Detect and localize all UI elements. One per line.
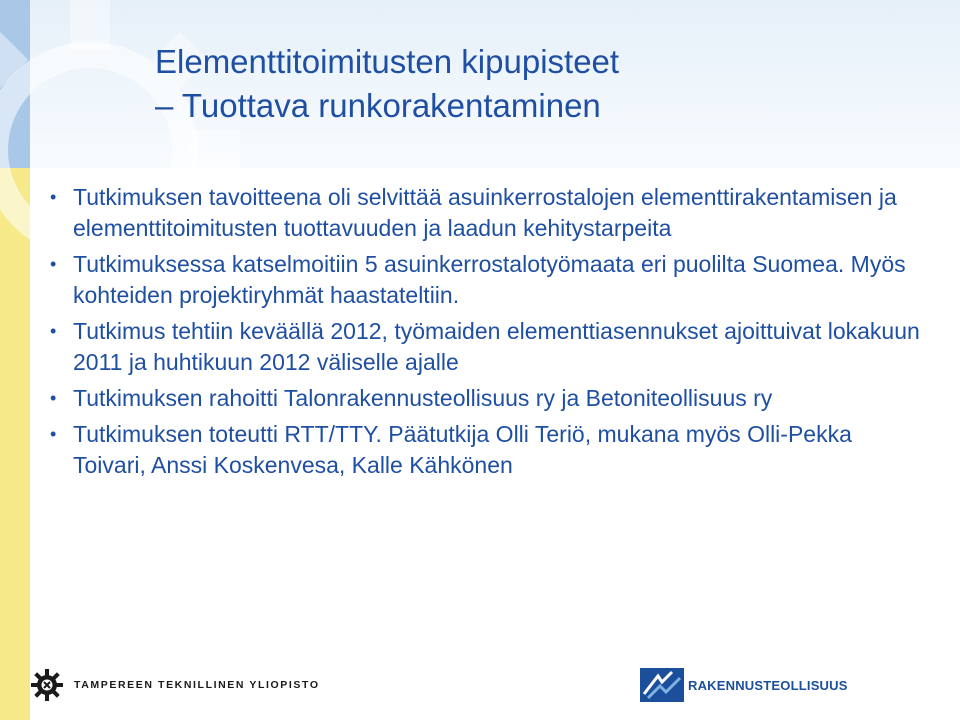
slide-title — [155, 40, 935, 128]
bullet-dot-icon: • — [50, 254, 57, 274]
bullet-dot-icon: • — [50, 424, 57, 444]
title-line-1: Elementtitoimitusten kipupisteet — [155, 43, 620, 80]
rakennusteollisuus-logo — [640, 668, 848, 702]
title-line-2: – Tuottava runkorakentaminen — [155, 87, 601, 124]
tut-logo — [30, 668, 320, 702]
bullet-item — [48, 316, 928, 378]
bullet-text: Tutkimuksen rahoitti Talonrakennusteollisuus ry ja Betoniteollisuus ry — [73, 385, 773, 411]
bullet-item — [48, 419, 928, 481]
bullet-item — [48, 249, 928, 311]
bullet-list — [48, 182, 928, 486]
bullet-text: Tutkimuksessa katselmoitiin 5 asuinkerrostalotyömaata eri puolilta Suomea. Myös kohteiden projektiryhmät haastateltiin. — [73, 251, 906, 308]
bullet-text: Tutkimus tehtiin keväällä 2012, työmaiden elementtiasennukset ajoittuivat lokakuun 2011 ja huhtikuun 2012 väliselle ajalle — [73, 318, 920, 375]
tut-logo-text: TAMPEREEN TEKNILLINEN YLIOPISTO — [74, 679, 320, 691]
bullet-text: Tutkimuksen tavoitteena oli selvittää asuinkerrostalojen elementtirakentamisen ja elementtitoimitusten tuottavuuden ja laadun kehitystarpeita — [73, 184, 897, 241]
bullet-dot-icon: • — [50, 321, 57, 341]
bullet-item — [48, 383, 928, 414]
bullet-item — [48, 182, 928, 244]
rt-logo-mark-icon — [640, 668, 684, 702]
rt-logo-text: RAKENNUSTEOLLISUUS — [688, 677, 848, 693]
bullet-dot-icon: • — [50, 388, 57, 408]
bullet-dot-icon: • — [50, 187, 57, 207]
bullet-text: Tutkimuksen toteutti RTT/TTY. Päätutkija Olli Teriö, mukana myös Olli-Pekka Toivari, Anssi Koskenvesa, Kalle Kähkönen — [73, 421, 852, 478]
tut-gear-logo-icon — [30, 668, 64, 702]
